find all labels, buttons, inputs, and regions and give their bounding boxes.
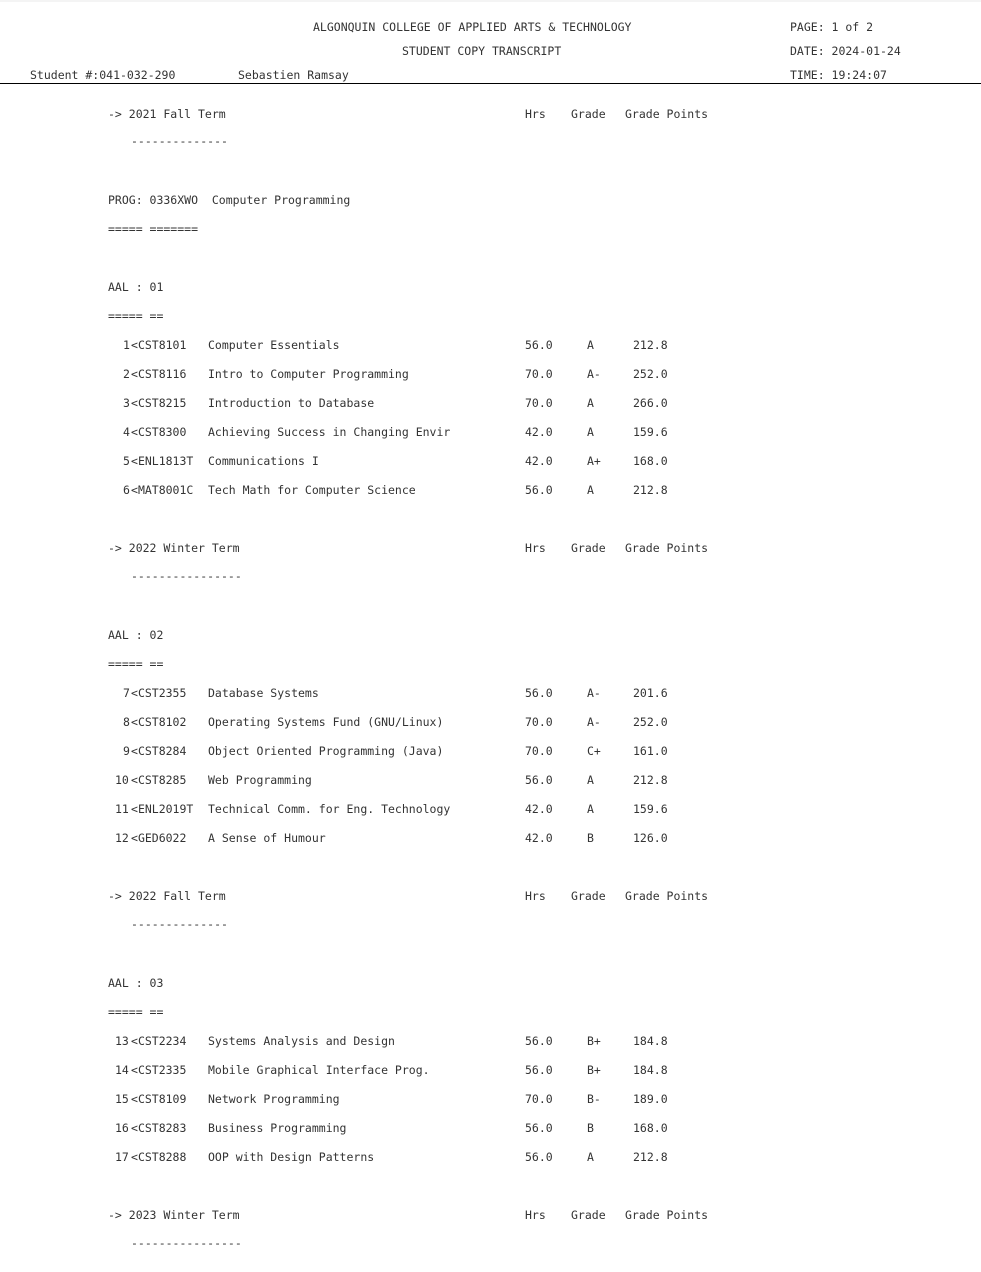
term-title: -> 2022 Fall Term xyxy=(108,889,226,903)
course-name: Mobile Graphical Interface Prog. xyxy=(208,1063,430,1077)
course-hrs: 56.0 xyxy=(525,1121,553,1135)
course-points: 184.8 xyxy=(633,1063,668,1077)
course-grade: A xyxy=(587,483,594,497)
course-number: 2 xyxy=(123,367,130,381)
course-number: 14 xyxy=(115,1063,129,1077)
course-code: <CST8300 xyxy=(131,425,187,439)
header-divider xyxy=(0,83,981,84)
col-grade-header: Grade xyxy=(571,889,606,903)
course-hrs: 42.0 xyxy=(525,802,553,816)
course-code: <MAT8001C xyxy=(131,483,194,497)
course-points: 168.0 xyxy=(633,1121,668,1135)
page-indicator: PAGE: 1 of 2 xyxy=(790,20,874,34)
term-underline: ---------------- xyxy=(131,1236,242,1250)
course-points: 159.6 xyxy=(633,802,668,816)
course-hrs: 42.0 xyxy=(525,831,553,845)
col-grade-header: Grade xyxy=(571,107,606,121)
term-title: -> 2023 Winter Term xyxy=(108,1208,240,1222)
course-code: <ENL2019T xyxy=(131,802,194,816)
course-name: Tech Math for Computer Science xyxy=(208,483,416,497)
course-name: Operating Systems Fund (GNU/Linux) xyxy=(208,715,444,729)
col-hrs-header: Hrs xyxy=(525,889,546,903)
course-name: Achieving Success in Changing Envir xyxy=(208,425,451,439)
print-date: DATE: 2024-01-24 xyxy=(790,44,901,58)
course-number: 4 xyxy=(123,425,130,439)
aal-underline: ===== == xyxy=(108,1005,164,1019)
course-hrs: 42.0 xyxy=(525,454,553,468)
course-hrs: 56.0 xyxy=(525,1150,553,1164)
aal-label: AAL : 03 xyxy=(108,976,164,990)
course-name: Introduction to Database xyxy=(208,396,375,410)
col-grade-points-header: Grade Points xyxy=(625,1208,709,1222)
col-grade-points-header: Grade Points xyxy=(625,107,709,121)
program-underline: ===== ======= xyxy=(108,222,199,236)
course-name: Business Programming xyxy=(208,1121,347,1135)
col-hrs-header: Hrs xyxy=(525,107,546,121)
course-points: 189.0 xyxy=(633,1092,668,1106)
course-points: 212.8 xyxy=(633,338,668,352)
course-number: 16 xyxy=(115,1121,129,1135)
course-name: Database Systems xyxy=(208,686,319,700)
course-hrs: 56.0 xyxy=(525,773,553,787)
course-number: 15 xyxy=(115,1092,129,1106)
course-points: 212.8 xyxy=(633,1150,668,1164)
course-grade: B xyxy=(587,831,594,845)
course-hrs: 56.0 xyxy=(525,1034,553,1048)
term-title: -> 2021 Fall Term xyxy=(108,107,226,121)
course-grade: A xyxy=(587,802,594,816)
course-name: Technical Comm. for Eng. Technology xyxy=(208,802,451,816)
course-name: Communications I xyxy=(208,454,319,468)
course-number: 11 xyxy=(115,802,129,816)
course-points: 212.8 xyxy=(633,773,668,787)
course-points: 266.0 xyxy=(633,396,668,410)
course-grade: B- xyxy=(587,1092,601,1106)
course-code: <CST8283 xyxy=(131,1121,187,1135)
course-points: 252.0 xyxy=(633,367,668,381)
course-name: Object Oriented Programming (Java) xyxy=(208,744,444,758)
course-number: 1 xyxy=(123,338,130,352)
course-number: 9 xyxy=(123,744,130,758)
course-number: 13 xyxy=(115,1034,129,1048)
course-points: 212.8 xyxy=(633,483,668,497)
course-number: 17 xyxy=(115,1150,129,1164)
course-code: <CST8215 xyxy=(131,396,187,410)
course-hrs: 70.0 xyxy=(525,367,553,381)
college-name: ALGONQUIN COLLEGE OF APPLIED ARTS & TECHNOLOGY xyxy=(313,20,632,34)
course-code: <CST8101 xyxy=(131,338,187,352)
document-title: STUDENT COPY TRANSCRIPT xyxy=(402,44,562,58)
student-number: Student #:041-032-290 xyxy=(30,68,176,82)
course-grade: A xyxy=(587,1150,594,1164)
col-hrs-header: Hrs xyxy=(525,1208,546,1222)
course-code: <CST8284 xyxy=(131,744,187,758)
course-number: 6 xyxy=(123,483,130,497)
col-grade-header: Grade xyxy=(571,541,606,555)
col-grade-header: Grade xyxy=(571,1208,606,1222)
term-underline: -------------- xyxy=(131,917,228,931)
course-points: 184.8 xyxy=(633,1034,668,1048)
aal-label: AAL : 01 xyxy=(108,280,164,294)
course-grade: A xyxy=(587,425,594,439)
col-grade-points-header: Grade Points xyxy=(625,541,709,555)
course-grade: A xyxy=(587,396,594,410)
course-name: Web Programming xyxy=(208,773,312,787)
course-hrs: 70.0 xyxy=(525,744,553,758)
course-code: <CST8285 xyxy=(131,773,187,787)
course-code: <GED6022 xyxy=(131,831,187,845)
course-grade: A xyxy=(587,773,594,787)
course-grade: A- xyxy=(587,686,601,700)
course-points: 252.0 xyxy=(633,715,668,729)
course-hrs: 56.0 xyxy=(525,1063,553,1077)
course-grade: A- xyxy=(587,715,601,729)
print-time: TIME: 19:24:07 xyxy=(790,68,887,82)
course-code: <CST2335 xyxy=(131,1063,187,1077)
course-hrs: 56.0 xyxy=(525,483,553,497)
course-code: <CST8288 xyxy=(131,1150,187,1164)
course-code: <CST8116 xyxy=(131,367,187,381)
course-grade: A+ xyxy=(587,454,601,468)
course-number: 5 xyxy=(123,454,130,468)
course-hrs: 56.0 xyxy=(525,338,553,352)
course-code: <CST2234 xyxy=(131,1034,187,1048)
course-code: <ENL1813T xyxy=(131,454,194,468)
aal-underline: ===== == xyxy=(108,657,164,671)
course-name: Network Programming xyxy=(208,1092,340,1106)
term-title: -> 2022 Winter Term xyxy=(108,541,240,555)
course-number: 12 xyxy=(115,831,129,845)
page-top-edge xyxy=(0,0,981,2)
course-number: 10 xyxy=(115,773,129,787)
course-name: Systems Analysis and Design xyxy=(208,1034,395,1048)
term-underline: -------------- xyxy=(131,134,228,148)
course-points: 168.0 xyxy=(633,454,668,468)
course-points: 159.6 xyxy=(633,425,668,439)
course-grade: A xyxy=(587,338,594,352)
course-hrs: 70.0 xyxy=(525,715,553,729)
course-grade: B+ xyxy=(587,1063,601,1077)
aal-label: AAL : 02 xyxy=(108,628,164,642)
course-name: OOP with Design Patterns xyxy=(208,1150,375,1164)
course-grade: C+ xyxy=(587,744,601,758)
course-number: 7 xyxy=(123,686,130,700)
term-underline: ---------------- xyxy=(131,569,242,583)
course-name: A Sense of Humour xyxy=(208,831,326,845)
course-hrs: 42.0 xyxy=(525,425,553,439)
course-points: 161.0 xyxy=(633,744,668,758)
course-grade: B+ xyxy=(587,1034,601,1048)
course-name: Computer Essentials xyxy=(208,338,340,352)
course-name: Intro to Computer Programming xyxy=(208,367,409,381)
course-hrs: 56.0 xyxy=(525,686,553,700)
course-grade: B xyxy=(587,1121,594,1135)
col-grade-points-header: Grade Points xyxy=(625,889,709,903)
course-number: 3 xyxy=(123,396,130,410)
course-number: 8 xyxy=(123,715,130,729)
col-hrs-header: Hrs xyxy=(525,541,546,555)
program-label: PROG: 0336XWO Computer Programming xyxy=(108,193,351,207)
course-grade: A- xyxy=(587,367,601,381)
course-points: 126.0 xyxy=(633,831,668,845)
course-points: 201.6 xyxy=(633,686,668,700)
course-code: <CST8102 xyxy=(131,715,187,729)
course-code: <CST8109 xyxy=(131,1092,187,1106)
course-hrs: 70.0 xyxy=(525,1092,553,1106)
student-name: Sebastien Ramsay xyxy=(238,68,349,82)
course-code: <CST2355 xyxy=(131,686,187,700)
aal-underline: ===== == xyxy=(108,309,164,323)
course-hrs: 70.0 xyxy=(525,396,553,410)
